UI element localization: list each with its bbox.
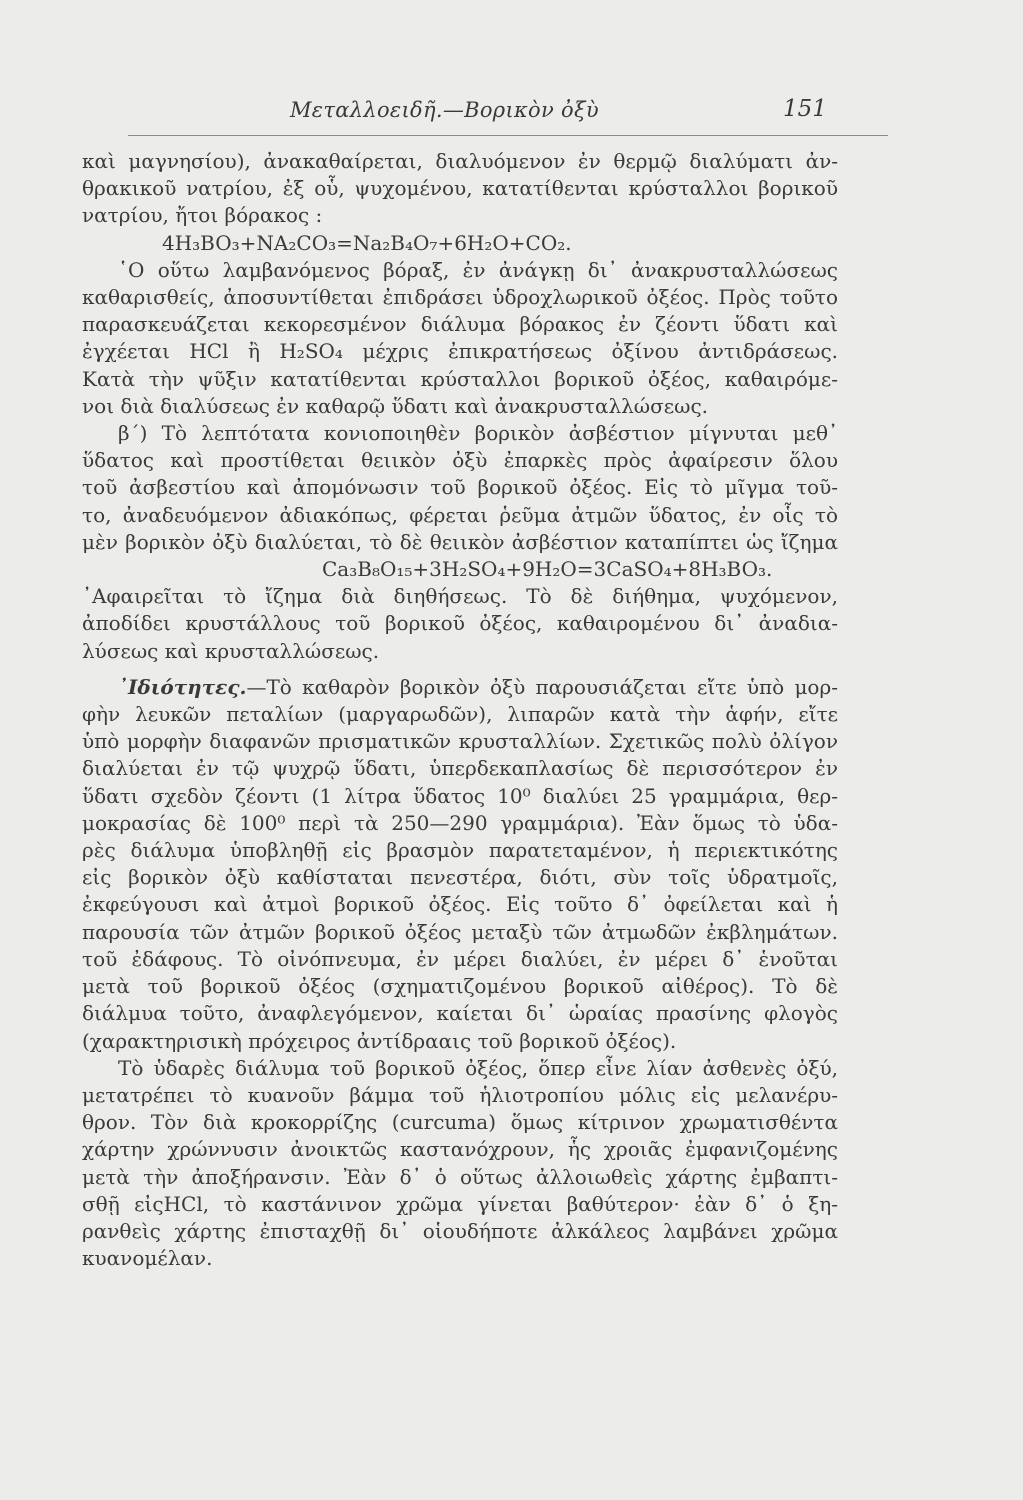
page-number: 151	[783, 96, 827, 122]
text-line: σθῇ εἰςHCl, τὸ καστάνινον χρῶμα γίνεται βαθύτερον· ἐὰν δ᾽ ὁ ξη-	[82, 1191, 838, 1216]
text-line: χάρτην χρώννυσιν ἀνοικτῶς καστανόχρουν, ἧς χροιᾶς ἐμφανιζομένης	[82, 1137, 838, 1162]
text-line: μοκρασίας δὲ 100⁰ περὶ τὰ 250—290 γραμμάρια). Ἐὰν ὅμως τὸ ὑδα-	[82, 810, 838, 835]
text-line: νοι διὰ διαλύσεως ἐν καθαρῷ ὕδατι καὶ ἀνακρυσταλλώσεως.	[82, 393, 708, 418]
text-line: ρανθεὶς χάρτης ἐπισταχθῇ δι᾽ οἱουδήποτε ἀλκάλεος λαμβάνει χρῶμα	[82, 1218, 838, 1243]
text-line: μετατρέπει τὸ κυανοῦν βάμμα τοῦ ἡλιοτροπίου μόλις εἰς μελανέρυ-	[82, 1082, 838, 1107]
text-line: ὑπὸ μορφὴν διαφανῶν πρισματικῶν κρυσταλλίων. Σχετικῶς πολὺ ὀλίγον	[82, 729, 838, 754]
paragraph-properties	[82, 674, 838, 1055]
text-line: τοῦ ἐδάφους. Τὸ οἰνόπνευμα, ἐν μέρει διαλύει, ἐν μέρει δ᾽ ἑνοῦται	[82, 946, 838, 971]
text-line: καθαρισθείς, ἀποσυντίθεται ἐπιδράσει ὑδροχλωρικοῦ ὀξέος. Πρὸς τοῦτο	[82, 285, 838, 310]
text-line: ῾Ο οὕτω λαμβανόμενος βόραξ, ἐν ἀνάγκῃ δι᾽ ἀνακρυσταλλώσεως	[118, 257, 838, 282]
text-line: θρον. Τὸν διὰ κροκορρίζης (curcuma) ὅμως κίτρινον χρωματισθέντα	[82, 1110, 838, 1135]
text-line: μετὰ τὴν ἀποξήρανσιν. Ἐὰν δ᾽ ὁ οὕτως ἀλλοιωθεὶς χάρτης ἐμβαπτι-	[82, 1164, 838, 1189]
header-rule	[128, 135, 888, 136]
text-line: β΄) Τὸ λεπτότατα κονιοποιηθὲν βορικὸν ἀσβέστιον μίγνυται μεθ᾽	[118, 421, 838, 446]
text-line: (χαρακτηρισικὴ πρόχειρος ἀντίδρααις τοῦ βορικοῦ ὀξέος).	[82, 1028, 677, 1053]
text-line: κυανομέλαν.	[82, 1246, 213, 1271]
text-line: μὲν βορικὸν ὀξὺ διαλύεται, τὸ δὲ θειικὸν ἀσβέστιον καταπίπτει ὡς ἴζημα	[82, 529, 838, 554]
text-line: φὴν λευκῶν πεταλίων (μαργαρωδῶν), λιπαρῶν κατὰ τὴν ἁφήν, εἴτε	[82, 702, 838, 727]
paragraph-6	[82, 1055, 838, 1273]
text-line: νατρίου, ἤτοι βόρακος :	[82, 203, 323, 228]
text-line: Κατὰ τὴν ψῦξιν κατατίθενται κρύσταλλοι βορικοῦ ὀξέος, καθαιρόμε-	[82, 366, 838, 391]
text-line: τοῦ ἀσβεστίου καὶ ἀπομόνωσιν τοῦ βορικοῦ ὀξέος. Εἰς τὸ μῖγμα τοῦ-	[82, 475, 838, 500]
text-line: ρὲς διάλυμα ὑποβληθῇ εἰς βρασμὸν παρατεταμένον, ἡ περιεκτικότης	[82, 838, 838, 863]
spacer	[82, 665, 838, 674]
text-line: διάλμυα τοῦτο, ἀναφλεγόμενον, καίεται δι᾽ ὡραίας πρασίνης φλογὸς	[82, 1001, 838, 1026]
paragraph-1	[82, 148, 838, 230]
paragraph-3	[82, 420, 838, 556]
page-header	[0, 90, 1023, 130]
text-line: ἀποδίδει κρυστάλλους τοῦ βορικοῦ ὀξέος, καθαιρομένου δι᾽ ἀναδια-	[82, 611, 838, 636]
text-line: εἰς βορικὸν ὀξὺ καθίσταται πενεστέρα, διότι, σὺν τοῖς ὑδρατμοῖς,	[82, 865, 838, 890]
text-line	[82, 674, 838, 701]
equation-borax: 4H₃BO₃+NA₂CO₃=Na₂B₄O₇+6H₂O+CO₂.	[162, 230, 572, 255]
text-line: λύσεως καὶ κρυσταλλώσεως.	[82, 638, 380, 663]
body-text	[82, 148, 838, 1272]
text-line: μετὰ τοῦ βορικοῦ ὀξέος (σχηματιζομένου βορικοῦ αἰθέρος). Τὸ δὲ	[82, 974, 838, 999]
text-line: ὕδατι σχεδὸν ζέοντι (1 λίτρα ὕδατος 10⁰ διαλύει 25 γραμμάρια, θερ-	[82, 783, 838, 808]
text-line: παρουσία τῶν ἀτμῶν βορικοῦ ὀξέος μεταξὺ τῶν ἀτμωδῶν ἐκβλημάτων.	[82, 919, 838, 944]
text-line: ὕδατος καὶ προστίθεται θειικὸν ὀξὺ ἐπαρκὲς πρὸς ἀφαίρεσιν ὅλου	[82, 448, 838, 473]
text-line: θρακικοῦ νατρίου, ἐξ οὗ, ψυχομένου, κατατίθενται κρύσταλλοι βορικοῦ	[82, 176, 838, 201]
paragraph-4	[82, 583, 838, 665]
running-title: Μεταλλοειδῆ.—Βορικὸν ὀξὺ	[290, 98, 599, 122]
text-line: παρασκευάζεται κεκορεσμένον διάλυμα βόρακος ἐν ζέοντι ὕδατι καὶ	[82, 312, 838, 337]
text-line-rest: —Τὸ καθαρὸν βορικὸν ὀξὺ παρουσιάζεται εἴτε ὑπὸ μορ-	[246, 674, 838, 699]
paragraph-2	[82, 257, 838, 420]
text-line: διαλύεται ἐν τῷ ψυχρῷ ὕδατι, ὑπερδεκαπλασίως δὲ περισσότερον ἐν	[82, 756, 838, 781]
text-line: ἐκφεύγουσι καὶ ἀτμοὶ βορικοῦ ὀξέος. Εἰς τοῦτο δ᾽ ὀφείλεται καὶ ἡ	[82, 892, 838, 917]
equation-colemanite: Ca₃B₈O₁₅+3H₂SO₄+9H₂O=3CaSO₄+8H₃BO₃.	[322, 557, 773, 582]
text-line: ἐγχέεται HCl ἢ H₂SO₄ μέχρις ἐπικρατήσεως ὀξίνου ἀντιδράσεως.	[82, 339, 838, 364]
text-line: Τὸ ὑδαρὲς διάλυμα τοῦ βορικοῦ ὀξέος, ὅπερ εἶνε λίαν ἀσθενὲς ὀξύ,	[118, 1055, 838, 1080]
text-line: ᾿Αφαιρεῖται τὸ ἴζημα διὰ διηθήσεως. Τὸ δὲ διήθημα, ψυχόμενον,	[82, 584, 838, 609]
text-line: το, ἀναδευόμενον ἀδιακόπως, φέρεται ῥεῦμα ἀτμῶν ὕδατος, ἐν οἷς τὸ	[82, 502, 838, 527]
properties-heading: ᾿Ιδιότητες.	[118, 674, 247, 699]
text-line: καὶ μαγνησίου), ἀνακαθαίρεται, διαλυόμενον ἐν θερμῷ διαλύματι ἀν-	[82, 149, 838, 173]
